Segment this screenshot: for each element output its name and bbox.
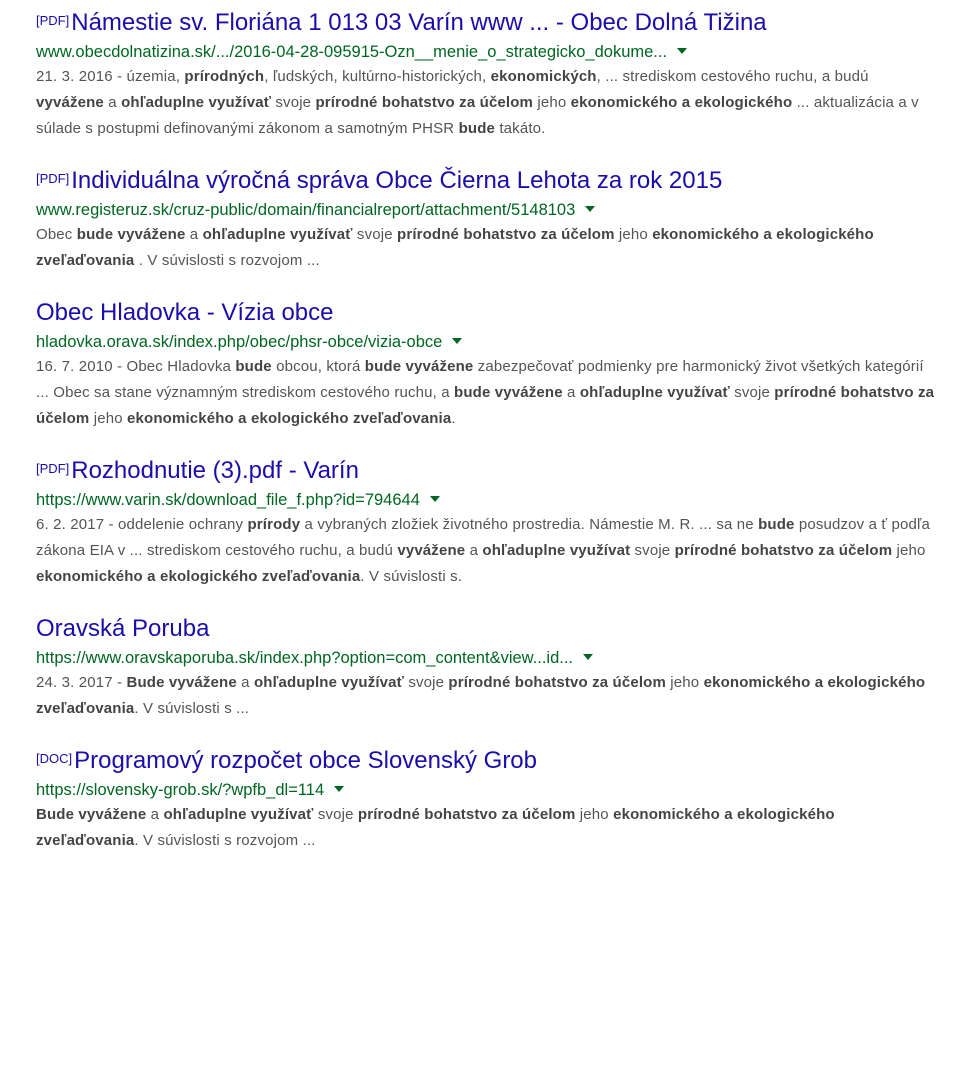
result-url: https://www.oravskaporuba.sk/index.php?option=com_content&view...id... [36,649,574,667]
dropdown-arrow-icon[interactable] [334,786,344,792]
search-result [36,612,936,722]
result-url-line [36,646,936,670]
result-title-link[interactable]: Programový rozpočet obce Slovenský Grob [74,747,538,774]
result-snippet: 6. 2. 2017 - oddelenie ochrany prírody a vybraných zložiek životného prostredia. Námestie M. R. ... sa ne bude posudzov a ť podľa zákona EIA v ... strediskom cestového ruchu, a budú vyvážene a ohľaduplne využívat svoje prírodné bohatstvo za účelom jeho ekonomického a ekologického zveľaďovania. V súvislosti s. [36,516,930,585]
search-results [36,6,936,876]
result-title-line [36,296,936,330]
dropdown-arrow-icon[interactable] [585,206,595,212]
dropdown-arrow-icon[interactable] [452,338,462,344]
result-title-line [36,744,936,778]
result-url: www.obecdolnatizina.sk/.../2016-04-28-095915-Ozn__menie_o_strategicko_dokume... [36,43,668,61]
result-url: www.registeruz.sk/cruz-public/domain/financialreport/attachment/5148103 [36,201,576,219]
result-title-line [36,612,936,646]
search-result [36,164,936,274]
result-title-link[interactable]: Rozhodnutie (3).pdf - Varín [71,457,359,484]
search-result [36,296,936,432]
search-result [36,744,936,854]
dropdown-arrow-icon[interactable] [430,496,440,502]
filetype-badge: [PDF] [36,461,70,476]
result-snippet: 21. 3. 2016 - územia, prírodných, ľudských, kultúrno-historických, ekonomických, ... strediskom cestového ruchu, a budú vyvážene a ohľaduplne využívať svoje prírodné bohatstvo za účelom jeho ekonomického a ekologického ... aktualizácia a v súlade s postupmi definovanými zákonom a samotným PHSR bude takáto. [36,68,919,137]
result-snippet: 24. 3. 2017 - Bude vyvážene a ohľaduplne využívať svoje prírodné bohatstvo za účelom jeho ekonomického a ekologického zveľaďovania. V súvislosti s ... [36,674,926,717]
result-title-line [36,454,936,488]
filetype-badge: [DOC] [36,751,73,766]
result-title-link[interactable]: Obec Hladovka - Vízia obce [36,299,334,326]
result-snippet: 16. 7. 2010 - Obec Hladovka bude obcou, ktorá bude vyvážene zabezpečovať podmienky pre harmonický život všetkých kategórií ... Obec sa stane významným strediskom cestového ruchu, a bude vyvážene a ohľaduplne využívať svoje prírodné bohatstvo za účelom jeho ekonomického a ekologického zveľaďovania. [36,358,935,427]
filetype-badge: [PDF] [36,13,70,28]
result-title-line [36,6,936,40]
filetype-badge: [PDF] [36,171,70,186]
result-snippet: Obec bude vyvážene a ohľaduplne využívať svoje prírodné bohatstvo za účelom jeho ekonomického a ekologického zveľaďovania . V súvislosti s rozvojom ... [36,226,874,269]
result-url-line [36,40,936,64]
dropdown-arrow-icon[interactable] [677,48,687,54]
result-url: https://www.varin.sk/download_file_f.php?id=794644 [36,491,420,509]
result-url-line [36,488,936,512]
result-title-link[interactable]: Individuálna výročná správa Obce Čierna Lehota za rok 2015 [71,167,723,194]
search-result [36,454,936,590]
result-url: hladovka.orava.sk/index.php/obec/phsr-obce/vizia-obce [36,333,443,351]
result-title-line [36,164,936,198]
result-url-line [36,198,936,222]
result-snippet: Bude vyvážene a ohľaduplne využívať svoje prírodné bohatstvo za účelom jeho ekonomického a ekologického zveľaďovania. V súvislosti s rozvojom ... [36,806,835,849]
search-result [36,6,936,142]
result-url: https://slovensky-grob.sk/?wpfb_dl=114 [36,781,325,799]
result-title-link[interactable]: Námestie sv. Floriána 1 013 03 Varín www ... - Obec Dolná Tižina [71,9,767,36]
result-title-link[interactable]: Oravská Poruba [36,615,210,642]
result-url-line [36,330,936,354]
dropdown-arrow-icon[interactable] [583,654,593,660]
result-url-line [36,778,936,802]
